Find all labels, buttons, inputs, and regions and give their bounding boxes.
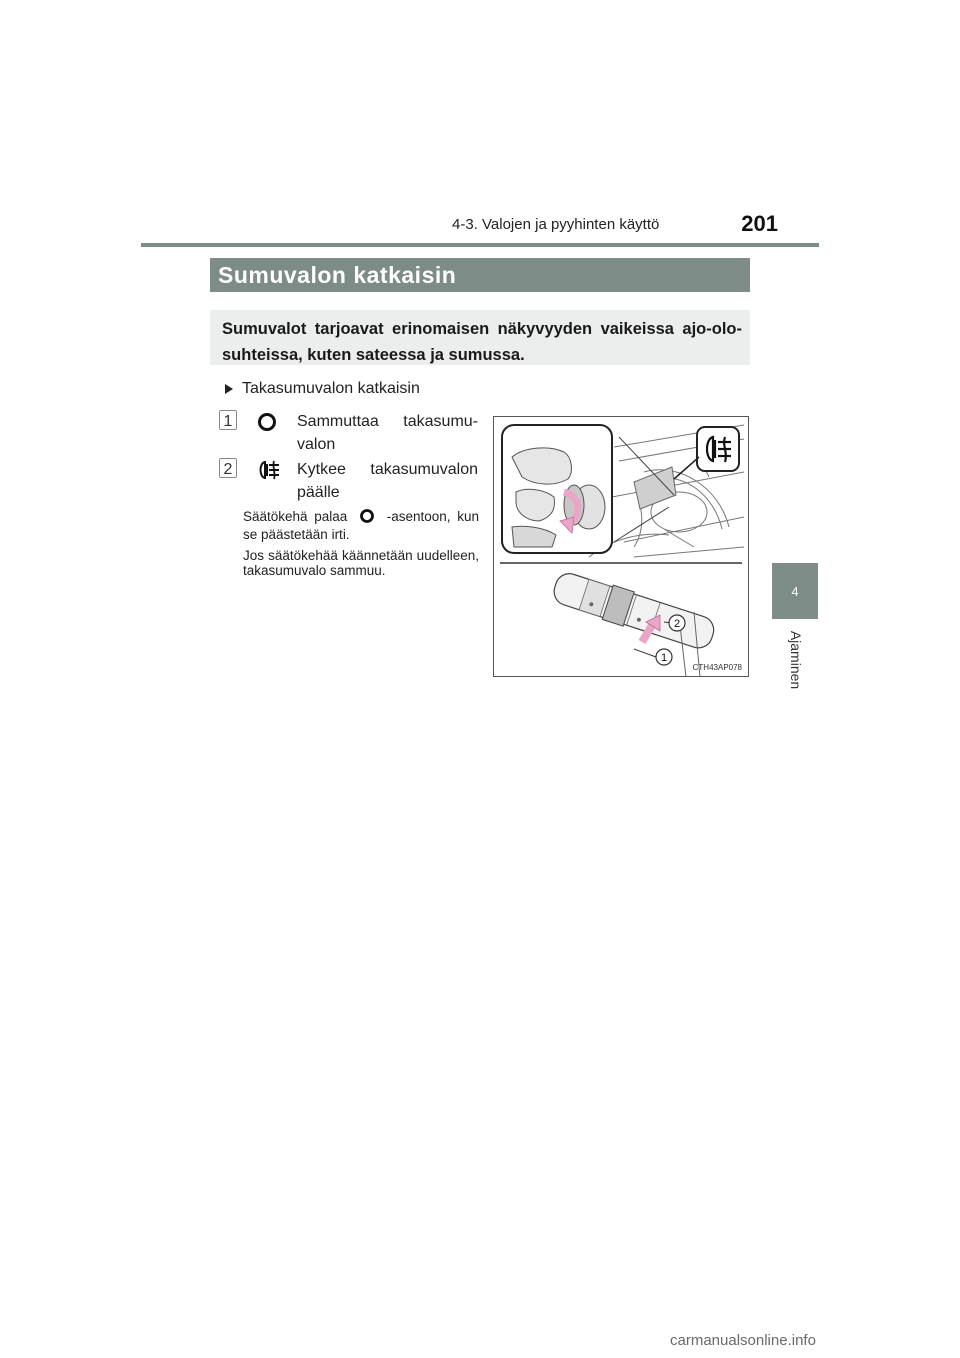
list-item-text: Sammuttaa takasumu-valon (297, 413, 478, 453)
intro-text: Sumuvalot tarjoavat erinomaisen näkyvyyden vaikeissa ajo-olo-suhteissa, kuten sateessa ja sumussa. (210, 310, 750, 365)
fog-light-off-inline-icon (358, 508, 376, 527)
note-turn-again: Jos säätökehää käännetään uudelleen, takasumuvalo sammuu. (243, 548, 479, 578)
callout-2: 2 (673, 618, 681, 630)
illustration-drawing (494, 417, 748, 676)
note-text-start: Säätökehä palaa (243, 509, 348, 524)
bullet-heading-label: Takasumuvalon katkaisin (242, 380, 420, 397)
header-rule (141, 243, 819, 247)
callout-1: 1 (660, 652, 668, 664)
bullet-heading (225, 380, 420, 398)
list-item (220, 410, 480, 456)
page-title: Sumuvalon katkaisin (210, 258, 750, 292)
footer-watermark[interactable]: carmanualsonline.info (670, 1332, 816, 1349)
page-number: 201 (741, 211, 778, 236)
callout-number: 2 (220, 458, 236, 478)
rear-fog-light-icon (256, 459, 282, 488)
chapter-tab[interactable]: 4 (772, 563, 818, 619)
note-return-position (243, 508, 479, 542)
figure-caption: CTH43AP078 (692, 663, 742, 672)
switch-illustration (493, 416, 749, 677)
section-header: 4-3. Valojen ja pyyhinten käyttö (452, 216, 660, 233)
list-item (220, 458, 480, 504)
note-text-end: -asentoon, kun se päästetään irti. (243, 509, 479, 542)
bullet-triangle-icon (225, 384, 233, 394)
fog-light-off-icon (256, 411, 278, 440)
callout-number: 1 (220, 410, 236, 430)
list-item-text: Kytkee takasumuvalon päälle (297, 461, 478, 501)
chapter-label: Ajaminen (788, 630, 804, 690)
